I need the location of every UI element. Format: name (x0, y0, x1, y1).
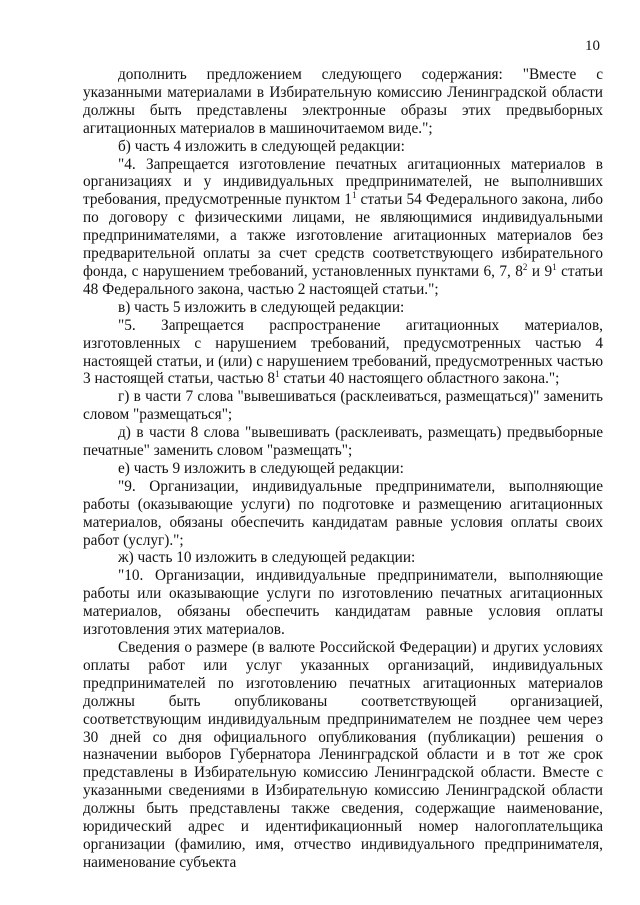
paragraph-text: г) в части 7 слова "вывешиваться (расклеиваться, размещаться)" заменить словом "размещаться"; (83, 388, 603, 424)
superscript: 2 (522, 261, 528, 272)
paragraph-p9 (83, 549, 603, 567)
superscript: 1 (351, 190, 357, 201)
superscript: 1 (552, 261, 557, 272)
paragraph-text: Сведения о размере (в валюте Российской Федерации) и других условиях оплаты работ или услуг указанных организаций, индивидуальных предпринимателей по изготовлению печатных агитационных материалов должны быть опубликованы соответствующей организацией, соответствующим индивидуальным предпринимателем не позднее чем через 30 дней со дня официального опубликования (публикации) решения о назначении выборов Губернатора Ленинградской области и в тот же срок представлены в Избирательную комиссию Ленинградской области. Вместе с указанными сведениями в Избирательную комиссию Ленинградской области должны быть представлены также сведения, содержащие наименование, юридический адрес и идентификационный номер налогоплательщика организации (фамилию, имя, отчество индивидуального предпринимателя, наименование субъекта (83, 639, 603, 871)
paragraph-text: е) часть 9 изложить в следующей редакции: (118, 459, 404, 477)
paragraph-text: дополнить предложением следующего содержания: "Вместе с указанными материалами в Избирательную комиссию Ленинградской области должны быть представлены электронные образы этих предвыборных агитационных материалов в машиночитаемом виде."; (83, 66, 603, 137)
paragraph-text: б) часть 4 изложить в следующей редакции: (118, 137, 405, 155)
paragraph-text: "9. Организации, индивидуальные предприниматели, выполняющие работы (оказывающие услуги) по подготовке и размещению агитационных материалов, обязаны обеспечить кандидатам равные условия оплаты своих работ (услуг)."; (83, 477, 603, 549)
paragraph-text: ж) часть 10 изложить в следующей редакции: (118, 549, 416, 567)
paragraph-p3 (83, 299, 603, 317)
paragraph-p1 (83, 138, 603, 156)
paragraph-text: "5. Запрещается распространение агитационных материалов, изготовленных с нарушением требований, предусмотренных частью 4 настоящей статьи, и (или) с нарушением требований, предусмотренных частью 3 настоящей статьи, частью 8 (83, 316, 603, 388)
paragraph-p11 (83, 639, 603, 872)
paragraph-text: в) часть 5 изложить в следующей редакции: (118, 298, 405, 316)
paragraph-text: "4. Запрещается изготовление печатных агитационных материалов в организациях и у индивидуальных предпринимателей, не выполнивших требования, предусмотренные пунктом 1 (83, 155, 603, 209)
paragraph-p10 (83, 567, 603, 639)
paragraph-p6 (83, 424, 603, 460)
paragraph-p8 (83, 478, 603, 550)
paragraph-text: статьи 54 Федерального закона, либо по договору с физическими лицами, не являющимися индивидуальными предпринимателями, а также изготовление агитационных материалов без предварительной оплаты за счет средств соответствующего избирательного фонда, с нарушением требований, установленных пунктами 6, 7, 8 (83, 191, 604, 280)
page-number: 10 (585, 38, 600, 54)
paragraph-p5 (83, 388, 603, 424)
paragraph-p7 (83, 460, 603, 478)
paragraph-text: статьи 48 Федерального закона, частью 2 настоящей статьи."; (83, 262, 603, 298)
paragraph-text: статьи 40 настоящего областного закона."; (279, 370, 560, 388)
paragraph-p2 (83, 156, 603, 299)
paragraph-p0 (83, 66, 603, 138)
paragraph-text: д) в части 8 слова "вывешивать (расклеивать, размещать) предвыборные печатные" заменить словом "размещать"; (83, 424, 603, 460)
paragraph-p4 (83, 317, 603, 389)
paragraph-text: и 9 (527, 262, 553, 280)
paragraph-text: "10. Организации, индивидуальные предприниматели, выполняющие работы или оказывающие услуги по изготовлению печатных агитационных материалов, обязаны обеспечить кандидатам равные условия оплаты изготовления этих материалов. (83, 567, 603, 639)
document-body (83, 66, 603, 872)
superscript: 1 (275, 369, 280, 380)
